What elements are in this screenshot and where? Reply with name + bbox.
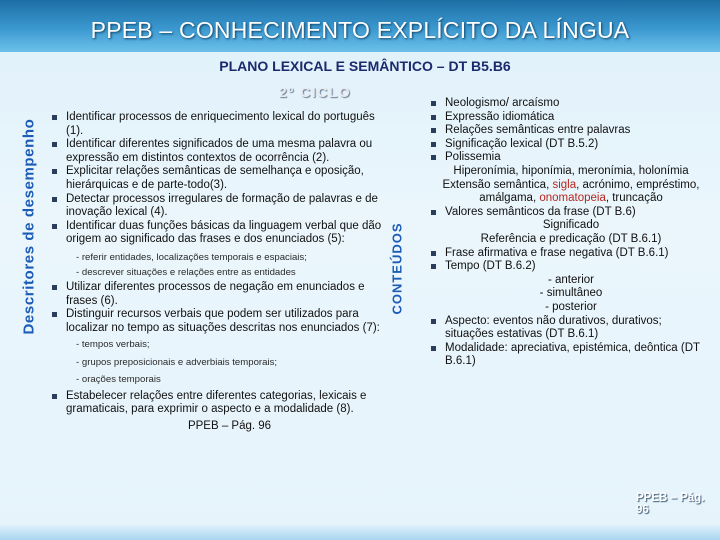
list-item: Relações semânticas entre palavras [431, 124, 711, 138]
cycle-label: 2º CICLO [278, 84, 352, 100]
square-bullet-icon [52, 197, 57, 202]
sub-item: - descrever situações e relações entre as entidades [76, 267, 296, 279]
list-item: Polissemia [431, 151, 711, 165]
list-item: Detectar processos irregulares de formação de palavras e de inovação lexical (4). [52, 193, 387, 220]
page-reference-right: PPEB – Pág. 96 [636, 492, 705, 516]
sub-item: - posterior [545, 300, 597, 313]
square-bullet-icon [52, 285, 57, 290]
square-bullet-icon [431, 115, 436, 120]
page-title: PPEB – CONHECIMENTO EXPLÍCITO DA LÍNGUA [90, 17, 630, 43]
sub-item: - simultâneo [539, 287, 603, 300]
page-reference: PPEB – Pág. 96 [187, 420, 272, 432]
conteudos-list [431, 97, 711, 369]
square-bullet-icon [431, 101, 436, 106]
sub-item: - grupos preposicionais e adverbiais temporais; [76, 356, 278, 368]
square-bullet-icon [431, 155, 436, 160]
list-item: Identificar processos de enriquecimento lexical do português (1). [52, 111, 387, 138]
page-subtitle: PLANO LEXICAL E SEMÂNTICO – DT B5.B6 [219, 58, 511, 74]
list-item: Neologismo/ arcaísmo [431, 97, 711, 111]
square-bullet-icon [52, 394, 57, 399]
list-item: Tempo (DT B.6.2) [431, 260, 711, 274]
list-item: Identificar duas funções básicas da linguagem verbal que dão origem ao significado das frases e dos enunciados (5): [52, 220, 387, 247]
list-item: Estabelecer relações entre diferentes categorias, lexicais e gramaticais, para exprimir o aspecto e a modalidade (8). [52, 390, 387, 417]
list-item: Modalidade: apreciativa, epistémica, deôntica (DT B.6.1) [431, 342, 711, 369]
square-bullet-icon [52, 312, 57, 317]
sub-item: - tempos verbais; [76, 339, 150, 351]
square-bullet-icon [52, 169, 57, 174]
square-bullet-icon [431, 210, 436, 215]
square-bullet-icon [431, 142, 436, 147]
list-item: Utilizar diferentes processos de negação em enunciados e frases (6). [52, 281, 387, 308]
sub-item: - referir entidades, localizações temporais e espaciais; [76, 251, 307, 263]
square-bullet-icon [431, 346, 436, 351]
list-item: Frase afirmativa e frase negativa (DT B.6.1) [431, 247, 711, 261]
sub-item: Hiperonímia, hiponímia, meronímia, holonímia [453, 164, 689, 177]
bottom-bar [0, 525, 720, 540]
square-bullet-icon [431, 251, 436, 256]
sub-item: - anterior [547, 273, 595, 286]
side-label-conteudos: CONTEÚDOS [389, 222, 405, 315]
square-bullet-icon [431, 319, 436, 324]
list-item: Explicitar relações semânticas de semelhança e oposição, hierárquicas e de parte-todo(3). [52, 165, 387, 192]
sub-item: Significado [542, 219, 600, 232]
square-bullet-icon [431, 264, 436, 269]
list-item: Valores semânticos da frase (DT B.6) [431, 206, 711, 220]
list-item: Identificar diferentes significados de uma mesma palavra ou expressão em distintos contextos de ocorrência (2). [52, 138, 387, 165]
list-item: Aspecto: eventos não durativos, durativos; situações estativas (DT B.6.1) [431, 315, 711, 342]
square-bullet-icon [52, 224, 57, 229]
sub-item: Referência e predicação (DT B.6.1) [480, 232, 662, 245]
list-item: Distinguir recursos verbais que podem ser utilizados para localizar no tempo as situações descritas nos enunciados (7): [52, 308, 387, 335]
side-label-descritores: Descritores de desempenho [20, 118, 38, 335]
highlight-sigla: sigla [552, 178, 577, 191]
square-bullet-icon [431, 128, 436, 133]
square-bullet-icon [52, 115, 57, 120]
list-item: Significação lexical (DT B.5.2) [431, 138, 711, 152]
sub-item: - orações temporais [76, 374, 161, 386]
square-bullet-icon [52, 142, 57, 147]
descritores-list [52, 111, 387, 434]
sub-item: Extensão semântica, sigla, acrónimo, empréstimo, amálgama, onomatopeia, truncação [442, 178, 700, 205]
highlight-onomatopeia: onomatopeia [539, 192, 606, 205]
list-item: Expressão idiomática [431, 111, 711, 125]
